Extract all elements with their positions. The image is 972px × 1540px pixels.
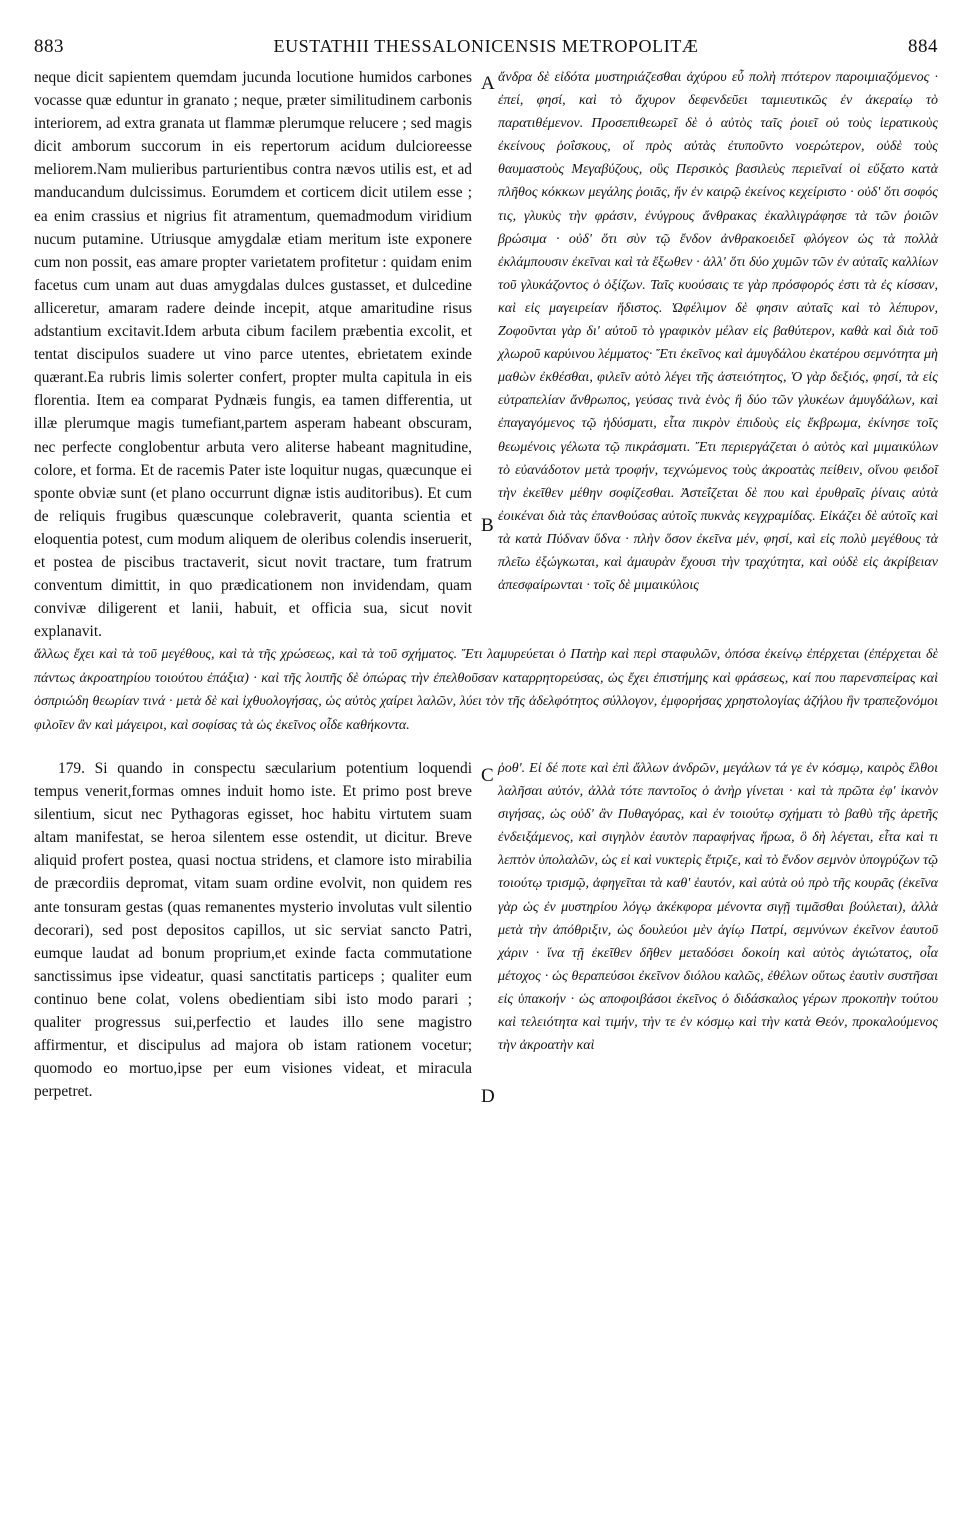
margin-marker-a: A [481, 73, 495, 94]
greek-column-1 [498, 66, 938, 643]
full-width-greek: ἄλλως ἔχει καὶ τὰ τοῦ μεγέθους, καὶ τὰ τῆς χρώσεως, καὶ τὰ τοῦ σχήματος. Ἔτι λαμυρεύεται ὁ Πατὴρ καὶ περὶ σταφυλῶν, ὁπόσα ἐκείνῳ ἐπέρχεται (ἐπέρχεται δὲ πάντως ἀκροατηρίου τοιούτου ἐπάξια) · καὶ τῆς λοιπῆς δὲ ὀπώρας τὴν ἐπελθοῦσαν καταρρητορεύσας, ὡς ἔχει ἐπιστήμης καὶ φράσεως, καί που παρενσπείρας καὶ ὀσπριώδη θεωρίαν τινά · μετὰ δὲ καὶ ἰχθυολογήσας, ὡς αὐτὸς χαίρει λαλῶν, λύει τὸν τῆς ἀδελφότητος σύλλογον, ἐμφορήσας χρηστολογίας ἀζήλου ἣν τραπεζονόμοι φιλοῖεν ἂν καὶ μάγειροι, καὶ σοφίσας τὰ ὡς ἐκεῖνος οἶδε καθήκοντα. [34, 647, 938, 733]
running-header [34, 36, 938, 66]
latin-column-1 [34, 66, 472, 643]
latin-text-1: neque dicit sapientem quemdam jucunda locutione humidos carbones vocasse quæ eduntur in granato ; neque, præter similitudinem carbonis interiorem, ad extra granata ut flammæ plerumque relucere ; sed magis dicit amborum succorum in eis repertorum acidum dulcioreesse meliorem.Nam mulieribus parturientibus contra nævos utilis est, et ad manducandum dulcissimus. Eorumdem et corticem dicit utilem esse ; ea enim crassius et nigrius fit atramentum, quemadmodum viridium nucum putamine. Utriusque amygdalæ etiam meritum iste exponere cum non possit, eas amare propter varietatem profitetur : quidam enim facetus cum unam aut duas amygdalas dulces gustasset, et dulcedine alliceretur, amaram radere deinde incepit, atque amaritudine risus adstantium excitavit.Idem arbuta cibum facilem præbentia excolit, et tentat discipulos suadere ut vino parce utentes, ebrietatem exinde quærant.Ea rubris limis solerter confert, propter multa capitula in eis florentia. Item ea comparat Pydnæis fungis, ea tamen differentia, ut illæ plerumque magis tumefiant,partem asperam habeant obscuram, nec perfecte conglobentur arbuta vero aliterse habeant magnitudine, colore, et forma. Et de racemis Pater iste loquitur nugas, quæcunque ei sponte obviæ sunt (et plano occurrunt dignæ istis auditoribus). Et cum de reliquis frugibus quæscunque colebraverit, quanta scientia et eloquentia potest, cum modum aliquem de oleribus colendis inseruerit, et postea de piscibus tractaverit, sicut novit tractare, tum fratrum conventum dimittit, in quo prædicationem non invidendam, quam convivæ diligerent et lanii, habuit, et officia sua, sicut novit explanavit. [34, 69, 472, 641]
latin-column-2 [34, 757, 472, 1103]
margin-marker-c: C [481, 765, 494, 786]
latin-text-2: 179. Si quando in conspectu sæcularium potentium loquendi tempus venerit,formas omnes induit homo iste. Et primo post breve silentium, sicut nec Pythagoras egisset, hoc habitu virtutem suam altam manifestat, se heroa silentem esse ostendit, ut dicitur. Breve aliquid profert postea, quasi noctua stridens, et clamore isto mirabilia de præcordiis depromat, vitam suam ordine evolvit, non quidem res ante tonsuram gestas (quas remanentes mysterio involutas vult silentio decorari), sed post depositos capillos, ut sic serviat sancto Patri, eumque laudat ad bonum proprium,et exinde facta commutatione sanctissimus ipse videatur, quasi sanctitatis particeps ; qualiter eum continuo bene colat, volens obedientiam sibi isto modo parari ; qualiter progressus sui,perfectio et laudes illo sene magistro affirmentur, et discipulus ad majora ob istam rationem vocetur; quomodo eo mortuo,ipse per eum visiones videat, et miracula perpetret. [34, 759, 472, 1101]
greek-column-2 [498, 757, 938, 1103]
greek-text-1: ἄνδρα δὲ εἰδότα μυστηριάζεσθαι ἀχύρου εὖ πολὴ πτότερον παροιμιαζόμενος · ἐπεί, φησί, καὶ τὸ ἄχυρον δεφενδεῦει ταμιευτικῶς ἐν ἀκεραίῳ τὸ παρατιθέμενον. Προσεπιθεωρεῖ δὲ ὁ αὐτὸς ταῖς ῥοιεῖ οὐ τοὺς ἱερατικοὺς ἐκείνους ῥοΐσκους, οἵ πρὸς αὐτὰς ἐτυποῦντο νοερώτερον, οὐδὲ τοὺς θαυμαστοὺς Μεγαβύζους, οὓς Περσικὸς βασιλεὺς περιεῖναί οἱ εὔξατο κατὰ πλῆθος κόκκων μεγάλης ῥοιᾶς, ἥν ἐν καιρῷ ἐκείνος κεχείριστο · οὐδ' ὅτι σοφός τις, γλυκὺς τὴν φράσιν, ἐνύγρους ἄνθρακας ἐκαλλιγράφησε τὰ τῶν ῥοιῶν βρώσιμα · οὐδ' ὅτι σὺν τῷ ἔνδον ἀνθρακοειδεῖ φλόγεον ὡς τὰ πολλὰ ἐκλάμπουσιν ἐκεῖναι καὶ τὰ ἔξωθεν · ἀλλ' ὅτι δύο χυμῶν τῶν ἐν αὐταῖς καλλίων τοῦ γλυκάζοντος ὁ ὀξίζων. Ταῖς κυούσαις τε γὰρ πρόσφορός ἐστι τὰ ἐς κίσσαν, καὶ εἰς μαγειρείαν ἥδιστος. Ὠφέλιμον δὲ φησιν αὐταῖς καὶ τὸ λέπυρον, Ζοφοῦνται γὰρ δι' αὐτοῦ τὸ γραφικὸν μέλαν εἰς βαθύτερον, καθὰ καὶ διὰ τοῦ χλωροῦ καρύινου λέμματος· Ἔτι ἐκεῖνος καὶ ἀμυγδάλου ἑκατέρου σεμνότητα μὴ μαθὼν ἐκθέσθαι, φιλεῖν αὐτὸ λέγει τῆς ἀστειότητος, Ὁ γὰρ δεξιός, φησί, τὰ εἰς εὐτραπελίαν ἄνθρωπος, γεύσας τινὰ ἑνὸς ἢ δύο τῶν γλυκέων ἀμυγδάλων, καὶ ἐπαγαγόμενος τῷ ἡδύσματι, εἶτα πικρὸν ἐπιδοὺς εἰς ἔκβρωμα, ἐκίνησε τοῖς θεωμένοις γέλωτα τῷ πικράσματι. Ἔτι περιεργάζεται ὁ αὐτὸς καὶ μιμαικύλων τὸ εὐανάδοτον μετὰ τροφήν, τεχνώμενος τοὺς ἀκροατὰς πείθειν, οἴνου φειδοῖ τὴν ἐκεῖθεν μέθην σοφίζεσθαι. Ἀστεΐζεται δὲ που καὶ ἐρυθραῖς ῥίναις αὐτὰ ἐοικέναι διὰ τὰς ἐπανθούσας αὐτοῖς πυκνὰς κεγχραμίδας. Εἰκάζει δὲ αὐτοῖς καὶ τὰ κατὰ Πύδναν ὕδνα · πλὴν ὅσον ἐκεῖνα μέν, φησί, καὶ εἰς πολὺ μεγέθους τὰ πλεῖω ἐξώγκωται, καὶ ἀμαυρὰν ἔχουσι τὴν τραχύτητα, καὶ οὐδὲ εἰς ἀκρίβειαν ἀπεσφαίρωνται · τοῖς δὲ μιμαικύλοις [498, 70, 938, 594]
greek-text-2: ῥοθ'. Εἰ δέ ποτε καὶ ἐπὶ ἄλλων ἀνδρῶν, μεγάλων τά γε ἐν κόσμῳ, καιρὸς ἔλθοι λαλῆσαι αὐτόν, ἀλλὰ τότε παντοῖος ὁ ἀνὴρ γίνεται · καὶ τὰ πρῶτα ἐφ' ἱκανὸν σιγήσας, ὡς οὐδ' ἂν Πυθαγόρας, καὶ ἐν τοιούτῳ σχήματι τὸ βαθὺ τῆς ἀρετῆς ἐνδειξάμενος, καὶ σιγηλὸν ἑαυτὸν παραφήνας ἥρωα, ὃ δὴ λέγεται, εἶτα καὶ τι λεπτὸν ὑπολαλῶν, ὡς εἰ καὶ νυκτερὶς ἔτριζε, καὶ τὸ ἔνδον σεμνὸν ὑπογρύζων τῷ τοιούτῳ τρισμῷ, ἀφηγεῖται τὰ καθ' ἑαυτόν, καὶ αὐτὰ οὐ πρὸ τῆς κουρᾶς (ἐκεῖνα γὰρ ὡς ἐν μυστηρίου λόγῳ ἀκέκφορα μένοντα σιγῇ τιμᾶσθαι βούλεται), ἀλλὰ μετὰ τὴν ἀπόθριξιν, ὡς δουλεύοι μὲν ἁγίῳ Πατρί, σεμνύνων ἐκεῖνον ἑαυτοῦ χάριν · ἵνα τῇ ἐκεῖθεν δῆθεν μεταδόσει δοκοίη καὶ αὐτὸς ἁγιώτατος, οἷα μέτοχος · ὡς θεραπεύσοι ἐκεῖνον διόλου καλῶς, ἐθέλων οὕτως ἑαυτὶν συστῆσαι εἰς ὑπακοήν · ὡς αποφοιβάσοι ἐκεῖνος ὁ διδάσκαλος γέρων προκοπὴν τούτου καὶ τελειότητα καὶ τιμήν, τὴν τε ἐν κόσμῳ καὶ τὴν κατὰ Θεόν, προκαλούμενος τὴν ἀκροατὴν καὶ [498, 760, 938, 1054]
margin-marker-d: D [481, 1085, 495, 1107]
running-title: EUSTATHII THESSALONICENSIS METROPOLITÆ [273, 36, 699, 56]
page-number-left: 883 [34, 36, 64, 57]
page-number-right: 884 [908, 36, 938, 57]
section-2-columns [34, 757, 938, 1107]
margin-marker-b: B [481, 515, 494, 536]
